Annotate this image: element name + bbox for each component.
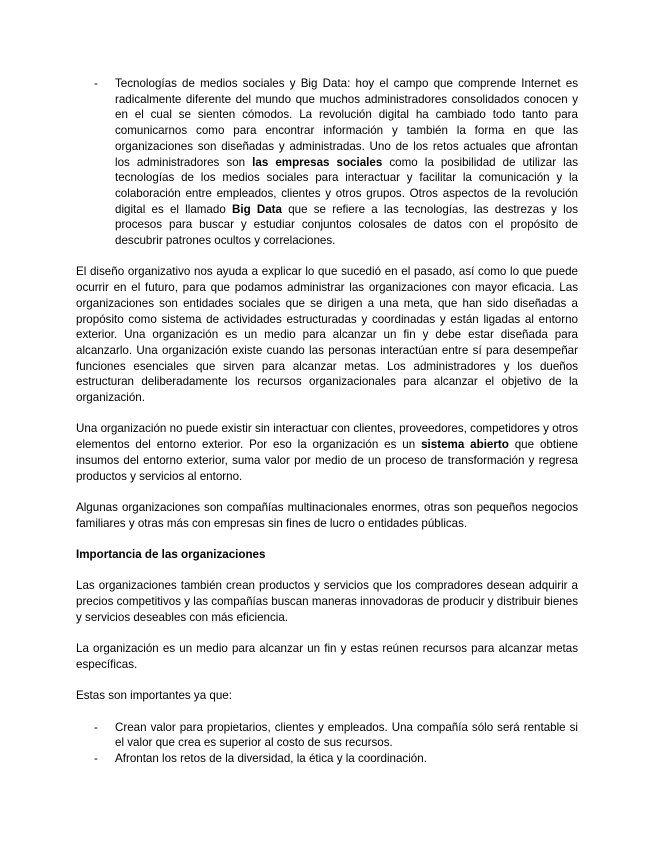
paragraph-productos-servicios: Las organizaciones también crean productos y servicios que los compradores desean adquirir a precios competitivos y las compañías buscan maneras innovadoras de producir y distribuir bienes y servicios deseables con más eficiencia. (76, 579, 579, 624)
bullet-text-part: Tecnologías de medios sociales y Big Data: hoy el campo que comprende Internet es radicalmente diferente del mundo que muchos administradores consolidados conocen y en el cual se sienten cómodos. La revolución digital ha cambiado todo tanto para comunicarnos como para encontrar información y también la forma en que las organizaciones son diseñadas y administradas. Uno de los retos actuales que afrontan los administradores son (115, 77, 578, 169)
paragraph-diseno-organizativo: El diseño organizativo nos ayuda a explicar lo que sucedió en el pasado, así como lo que puede ocurrir en el futuro, para que podamos administrar las organizaciones con mayor eficacia. Las organizaciones son entidades sociales que se dirigen a una meta, que han sido diseñadas a propósito como sistema de actividades estructuradas y coordinadas y están ligadas al entorno exterior. Una organización es un medio para alcanzar un fin y debe estar diseñada para alcanzarlo. Una organización existe cuando las personas interactúan entre sí para desempeñar funciones esenciales que sirven para alcanzar metas. Los administradores y los dueños estructuran deliberadamente los recursos organizacionales para alcanzar el objetivo de la organización. (76, 265, 578, 405)
list-item-tecnologias (76, 76, 578, 249)
bullet-text-part: que se refiere a las tecnologías, las destrezas y los procesos para buscar y estudiar conjuntos colosales de datos con el propósito de descubrir patrones ocultos y correlaciones. (115, 202, 578, 248)
paragraph-medio-fin: La organización es un medio para alcanzar un fin y estas reúnen recursos para alcanzar metas específicas. (76, 642, 578, 671)
bold-term-big-data: Big Data (231, 202, 282, 216)
paragraph-algunas-organizaciones: Algunas organizaciones son compañías multinacionales enormes, otras son pequeños negocios familiares y otras más con empresas sin fines de lucro o entidades públicas. (76, 500, 578, 530)
list-item-crean-valor (76, 720, 578, 751)
paragraph-importantes: Estas son importantes ya que: (76, 689, 232, 703)
bullet-marker: - (94, 752, 98, 766)
section-heading: Importancia de las organizaciones (76, 548, 266, 562)
bullet-text-part: como la posibilidad de utilizar las tecnologías de los medios sociales para interactuar y facilitar la comunicación y la colaboración entre empleados, clientes y otros grupos. Otros aspectos de la revolución digital es el llamado (115, 155, 578, 216)
bold-term-empresas-sociales: las empresas sociales (252, 155, 383, 169)
document-page (76, 76, 578, 767)
bold-term-sistema-abierto: sistema abierto (421, 438, 509, 452)
paragraph-sistema-abierto (76, 421, 578, 484)
bullet-marker: - (94, 77, 98, 90)
bullet-text: Afrontan los retos de la diversidad, la ética y la coordinación. (115, 752, 427, 766)
paragraph-text-part: que obtiene insumos del entorno exterior, suma valor por medio de un proceso de transformación y regresa productos y servicios al entorno. (76, 438, 578, 483)
paragraph-text-part: Una organización no puede existir sin interactuar con clientes, proveedores, competidores y otros elementos del entorno exterior. Por eso la organización es un (76, 422, 578, 452)
bullet-text: Crean valor para propietarios, clientes y empleados. Una compañía sólo será rentable si el valor que crea es superior al costo de sus recursos. (115, 720, 578, 750)
bullet-marker: - (94, 720, 98, 734)
list-item-afrontan-retos (76, 751, 578, 767)
